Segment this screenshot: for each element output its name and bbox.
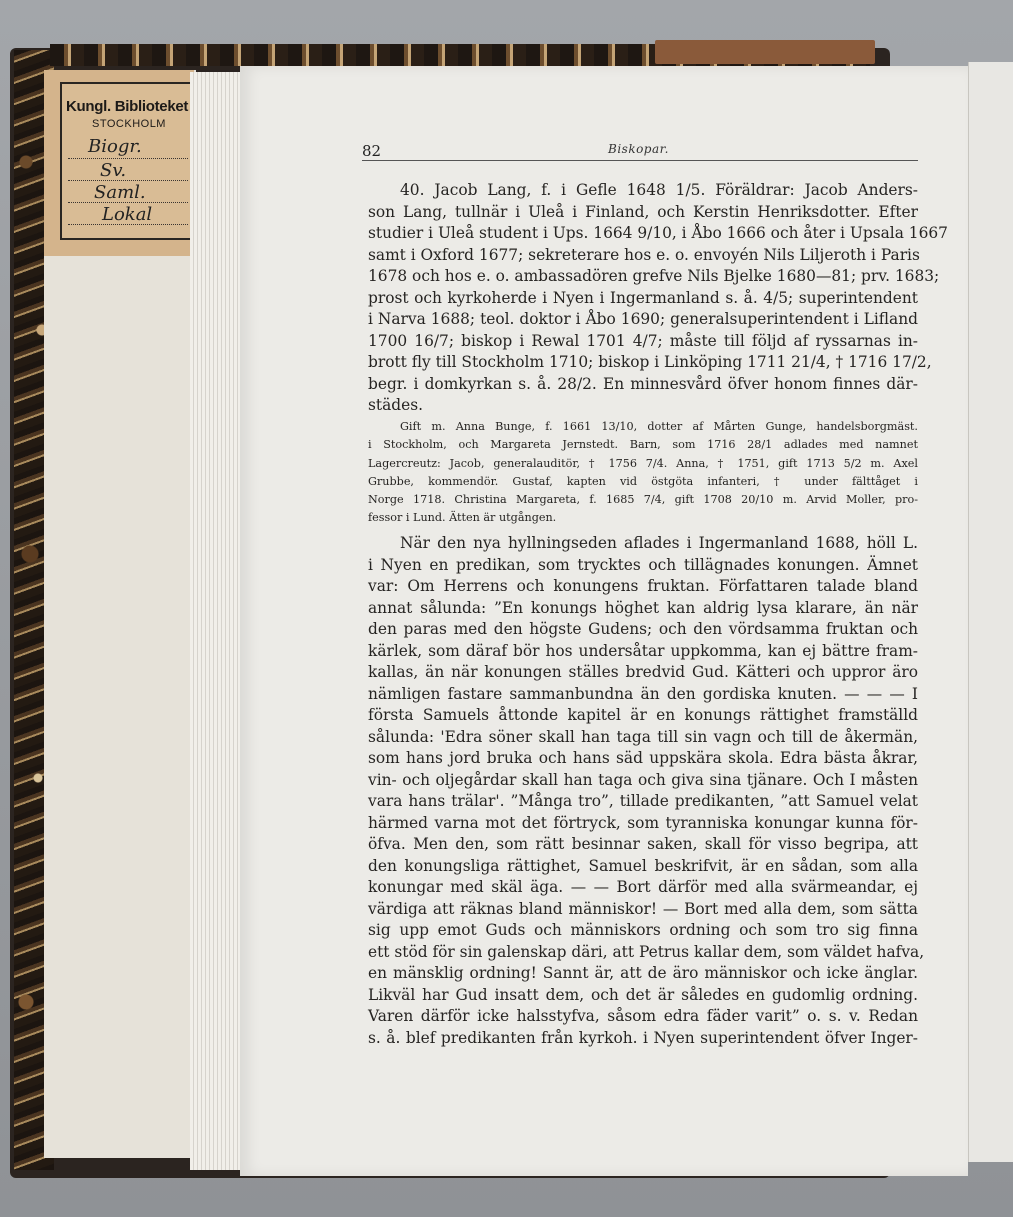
text-line: var: Om Herrens och konungens fruktan. Författaren talade bland: [368, 577, 918, 595]
text-line: 1700 16/7; biskop i Rewal 1701 4/7; måste till följd af ryssarnas in-: [368, 331, 918, 350]
text-line: Likväl har Gud insatt dem, och det är således en gudomlig ordning.: [368, 985, 918, 1004]
text-line: konungar med skäl äga. — — Bort därför med alla svärmeandar, ej: [368, 878, 918, 896]
text-line: värdiga att räknas bland människor! — Bort med alla dem, som sätta: [368, 899, 918, 918]
entry-paragraph: [368, 180, 948, 417]
text-line: 40. Jacob Lang, f. i Gefle 1648 1/5. Föräldrar: Jacob Anders-: [400, 181, 918, 199]
text-line: prost och kyrkoherde i Nyen i Ingermanland s. å. 4/5; superintendent: [368, 288, 918, 307]
body-paragraph: [368, 533, 925, 1049]
text-line: ett stöd för sin galenskap däri, att Petrus kallar dem, som väldet hafva,: [368, 942, 925, 961]
text-line: härmed varna mot det förtryck, som tyranniska konungar kunna för-: [368, 813, 918, 832]
leather-corner: [655, 40, 875, 64]
text-line: sig upp emot Guds och människors ordning och som tro sig finna: [368, 921, 918, 939]
text-line: fessor i Lund. Ätten är utgången.: [368, 511, 557, 525]
text-line: Norge 1718. Christina Margareta, f. 1685 7/4, gift 1708 20/10 m. Arvid Moller, pro-: [368, 493, 918, 507]
text-line: s. å. blef predikanten från kyrkoh. i Nyen superintendent öfver Inger-: [368, 1028, 918, 1047]
handwritten-location: Lokal: [102, 204, 153, 225]
text-line: kärlek, som däraf bör hos undersåtar uppkomma, kan ej bättre fram-: [368, 641, 918, 660]
library-name: Kungl. Biblioteket: [66, 98, 189, 115]
text-line: kallas, än när konungen ställes bredvid Gud. Kätteri och uppror äro: [368, 663, 918, 681]
page-header: [362, 142, 918, 161]
text-line: brott fly till Stockholm 1710; biskop i Linköping 1711 21/4, † 1716 17/2,: [368, 353, 932, 371]
text-line: i Stockholm, och Margareta Jernstedt. Barn, som 1716 28/1 adlades med namnet: [368, 438, 918, 452]
text-line: nämligen fastare sammanbundna än den gordiska knuten. — — — I: [368, 684, 918, 703]
running-title: Biskopar.: [608, 142, 669, 156]
text-line: annat sålunda: ”En konungs höghet kan aldrig lysa klarare, än när: [368, 598, 918, 617]
text-line: son Lang, tullnär i Uleå i Finland, och Kerstin Henriksdotter. Efter: [368, 202, 918, 221]
family-note: [368, 418, 918, 528]
text-line: i Nyen en predikan, som trycktes och tillägnades konungen. Ämnet: [368, 555, 918, 574]
page-number: 82: [362, 142, 382, 160]
text-line: Gift m. Anna Bunge, f. 1661 13/10, dotter af Mårten Gunge, handelsborgmäst.: [400, 420, 918, 433]
handwritten-subcategory: Sv.: [100, 160, 127, 181]
text-line: sålunda: 'Edra söner skall han taga till sin vagn och till de åkermän,: [368, 727, 918, 746]
library-city: STOCKHOLM: [92, 118, 166, 130]
text-line: den paras med den högste Gudens; och den vördsamma fruktan och: [368, 620, 918, 638]
label-rule: [68, 180, 188, 181]
label-rule: [68, 158, 188, 159]
text-line: Grubbe, kommendör. Gustaf, kapten vid östgöta infanteri, † under fälttåget i: [368, 474, 918, 488]
text-line: första Samuels åttonde kapitel är en konungs rättighet framställd: [368, 706, 918, 724]
text-line: Varen därför icke halsstyfva, såsom edra fäder varit” o. s. v. Redan: [368, 1007, 918, 1025]
text-line: öfva. Men den, som rätt besinnar saken, skall för visso begripa, att: [368, 835, 918, 853]
text-line: samt i Oxford 1677; sekreterare hos e. o. envoyén Nils Liljeroth i Paris: [368, 245, 920, 264]
text-line: som hans jord bruka och hans säd uppskära skola. Edra bästa åkrar,: [368, 749, 918, 767]
text-line: studier i Uleå student i Ups. 1664 9/10, i Åbo 1666 och åter i Upsala 1667: [368, 224, 948, 242]
library-label: [60, 82, 192, 240]
text-line: en mänsklig ordning! Sannt är, att de äro människor och icke änglar.: [368, 964, 918, 982]
text-line: i Narva 1688; teol. doktor i Åbo 1690; generalsuperintendent i Lifland: [368, 310, 918, 328]
handwritten-collection: Saml.: [94, 182, 146, 203]
text-line: 1678 och hos e. o. ambassadören grefve Nils Bjelke 1680—81; prv. 1683;: [368, 267, 940, 285]
text-line: När den nya hyllningseden aflades i Ingermanland 1688, höll L.: [400, 534, 918, 552]
text-line: vara hans trälar'. ”Många tro”, tillade predikanten, ”att Samuel velat: [368, 792, 918, 810]
text-line: begr. i domkyrkan s. å. 28/2. En minnesvård öfver honom finnes där-: [368, 374, 918, 393]
text-line: den konungsliga rättighet, Samuel beskrifvit, är en sådan, som alla: [368, 856, 918, 875]
text-line: städes.: [368, 396, 424, 414]
handwritten-category: Biogr.: [88, 136, 142, 157]
next-page-edge: [968, 62, 1013, 1162]
text-line: Lagercreutz: Jacob, generalauditör, † 1756 7/4. Anna, † 1751, gift 1713 5/2 m. Axel: [368, 456, 918, 470]
text-line: vin- och oljegårdar skall han taga och giva sina tjänare. Och I måsten: [368, 770, 918, 789]
